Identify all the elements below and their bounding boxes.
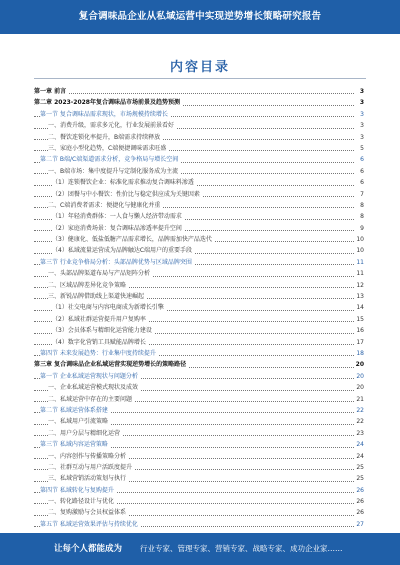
toc-entry-page: 12 [354, 280, 364, 291]
toc-entry-page: 22 [354, 416, 364, 427]
toc-entry[interactable] [34, 462, 364, 473]
toc-entry[interactable] [34, 359, 364, 370]
toc-entry[interactable] [34, 371, 364, 382]
toc-entry[interactable] [34, 496, 364, 507]
toc-entry-title: 三、家庭小型化趋势，C端便捷调味需求旺盛 [48, 144, 167, 152]
toc-entry[interactable] [34, 394, 364, 405]
toc-entry-page: 6 [358, 154, 364, 165]
toc-entry-page: 27 [354, 519, 364, 530]
toc-entry[interactable] [34, 405, 364, 416]
toc-entry-title: （2）家庭消费场景：复合调味品渗透率提升空间 [52, 224, 182, 232]
toc-entry[interactable] [34, 154, 364, 165]
toc-entry[interactable] [34, 97, 364, 108]
toc-entry[interactable] [34, 473, 364, 484]
footer-slogan-right: 行业专家、管理专家、营销专家、战略专家、成功企业家…… [140, 544, 343, 553]
toc-entry-page: 17 [354, 337, 364, 348]
toc-entry[interactable] [34, 245, 364, 256]
toc-entry-title: （3）健康化、低盐低糖产品需求增长，品牌需加快产品迭代 [52, 236, 212, 244]
toc-entry-title: 第一节 企业私域运营现状与问题分析 [40, 372, 138, 380]
toc-entry-page: 21 [354, 394, 364, 405]
toc-entry-title: 第二节 私域运营体系搭建 [40, 406, 108, 414]
toc-entry[interactable] [34, 143, 364, 154]
toc-entry-page: 13 [354, 291, 364, 302]
toc-entry-page: 11 [354, 268, 364, 279]
page-title: 内容目录 [169, 60, 230, 75]
toc-entry-title: 二、复购激励与会员权益体系 [48, 509, 127, 517]
toc-entry-page: 24 [354, 451, 364, 462]
toc-entry-title: 第四节 私域转化与复购提升 [40, 486, 114, 494]
toc-entry-title: 第五节 私域运营效果评估与持续优化 [40, 520, 138, 528]
toc-entry-page: 20 [354, 359, 364, 370]
toc-entry[interactable] [34, 485, 364, 496]
toc-entry-title: （3）会员体系与精细化运营能力建设 [52, 327, 152, 335]
toc-entry-page: 20 [354, 371, 364, 382]
toc-entry-title: 第四节 未来发展趋势：行业集中度持续提升 [40, 349, 156, 357]
toc-entry-title: 一、转化路径设计与优化 [48, 498, 115, 506]
toc-entry-page: 3 [358, 132, 364, 143]
toc-entry[interactable] [34, 223, 364, 234]
toc-entry-title: （4）数字化营销工具赋能品牌增长 [52, 338, 146, 346]
toc-entry[interactable] [34, 451, 364, 462]
toc-entry[interactable] [34, 291, 364, 302]
toc-entry-page: 9 [358, 223, 364, 234]
toc-entry-title: （1）社交电商与内容电商成为新增长引擎 [52, 304, 164, 312]
toc-entry[interactable] [34, 507, 364, 518]
toc-entry-page: 15 [354, 314, 364, 325]
toc-entry-page: 3 [358, 97, 364, 108]
toc-entry-page: 18 [354, 348, 364, 359]
toc-entry-title: 第二节 B端/C端渠道需求分析，竞争格局与增长空间 [40, 156, 179, 164]
toc-entry-page: 3 [358, 109, 364, 120]
toc-entry-title: 二、社群互动与用户活跃度提升 [48, 463, 133, 471]
toc-entry[interactable] [34, 234, 364, 245]
toc-entry[interactable] [34, 325, 364, 336]
table-of-contents [34, 86, 364, 530]
toc-entry-title: 第三节 行业竞争格局分析：头部品牌优势与区域品牌突围 [40, 258, 192, 266]
toc-entry-page: 7 [358, 189, 364, 200]
toc-entry[interactable] [34, 189, 364, 200]
toc-entry-page: 5 [358, 143, 364, 154]
toc-entry[interactable] [34, 257, 364, 268]
toc-entry-page: 8 [358, 200, 364, 211]
toc-entry-page: 26 [354, 496, 364, 507]
toc-entry-title: 第一章 前言 [34, 88, 67, 95]
toc-entry-title: 三、私域营销活动策划与执行 [48, 475, 127, 483]
toc-entry-page: 26 [354, 485, 364, 496]
toc-entry-page: 3 [358, 86, 364, 97]
toc-entry-title: 一、内容创作与传播策略分析 [48, 452, 127, 460]
toc-entry-title: 第一节 复合调味品需求现状，市场规模持续增长 [40, 110, 168, 118]
toc-entry-title: 第二章 2023-2028年复合调味品市场前景及趋势预测 [34, 99, 180, 107]
toc-entry[interactable] [34, 177, 364, 188]
toc-entry[interactable] [34, 109, 364, 120]
toc-entry[interactable] [34, 348, 364, 359]
toc-entry-title: 二、C端消费者需求：便捷化与健康化并重 [48, 201, 161, 209]
toc-entry-page: 20 [354, 382, 364, 393]
toc-entry[interactable] [34, 302, 364, 313]
toc-entry[interactable] [34, 416, 364, 427]
toc-entry-title: 一、私域用户引流策略 [48, 418, 109, 426]
toc-entry-page: 22 [354, 405, 364, 416]
toc-entry[interactable] [34, 280, 364, 291]
toc-entry-title: 第三节 私域内容运营策略 [40, 441, 108, 449]
toc-entry[interactable] [34, 519, 364, 530]
footer-slogan-left: 让每个人都能成为 [54, 544, 123, 554]
toc-entry-title: 三、新锐品牌借助线上渠道快速崛起 [48, 293, 145, 301]
toc-entry-page: 6 [358, 166, 364, 177]
toc-entry-title: （1）连锁餐饮企业：标准化需求推动复合调味料渗透 [52, 179, 194, 187]
toc-entry-title: 一、企业私域运营模式现状及成效 [48, 384, 139, 392]
toc-entry-page: 8 [358, 211, 364, 222]
toc-entry-title: 一、B端市场：集中度提升与定制化服务成为主流 [48, 167, 179, 175]
toc-entry-page: 26 [354, 507, 364, 518]
toc-entry[interactable] [34, 337, 364, 348]
title-divider [34, 78, 366, 79]
toc-entry-title: （2）团餐与中小餐饮：性价比与稳定供应成为关键因素 [52, 190, 200, 198]
toc-entry[interactable] [34, 211, 364, 222]
toc-entry-page: 24 [354, 439, 364, 450]
toc-entry-title: 二、区域品牌差异化竞争策略 [48, 281, 127, 289]
toc-entry-title: 二、用户分层与精细化运营 [48, 429, 121, 437]
toc-entry-page: 14 [354, 302, 364, 313]
toc-entry[interactable] [34, 200, 364, 211]
toc-entry-page: 23 [354, 428, 364, 439]
toc-entry-title: （2）私域社群运营提升用户复购率 [52, 315, 146, 323]
toc-entry[interactable] [34, 428, 364, 439]
toc-entry-title: 第三章 复合调味品企业私域运营实现逆势增长的策略路径 [34, 361, 187, 369]
report-header-bar [0, 0, 400, 34]
toc-entry-page: 10 [354, 234, 364, 245]
toc-entry-title: 二、餐饮连锁化率提升，B端需求持续释放 [48, 133, 161, 141]
toc-entry-title: 一、消费升级，需求多元化，行业发展前景看好 [48, 122, 175, 130]
toc-entry-page: 25 [354, 473, 364, 484]
toc-entry-title: 一、头部品牌渠道布局与产品矩阵分析 [48, 270, 151, 278]
toc-entry-page: 6 [358, 177, 364, 188]
toc-entry[interactable] [34, 439, 364, 450]
toc-entry[interactable] [34, 314, 364, 325]
toc-entry-title: （4）私域流量运营成为品牌触达C端用户的重要手段 [52, 247, 193, 255]
toc-entry-page: 3 [358, 120, 364, 131]
toc-entry[interactable] [34, 132, 364, 143]
toc-entry-page: 10 [354, 245, 364, 256]
toc-entry[interactable] [34, 120, 364, 131]
toc-entry-title: （1）年轻消费群体：一人食与懒人经济带动需求 [52, 213, 182, 221]
toc-leader-dots [34, 93, 354, 94]
toc-entry[interactable] [34, 382, 364, 393]
toc-entry[interactable] [34, 86, 364, 97]
toc-entry-page: 16 [354, 325, 364, 336]
report-header-title: 复合调味品企业从私域运营中实现逆势增长策略研究报告 [78, 11, 322, 22]
toc-entry[interactable] [34, 268, 364, 279]
toc-entry-page: 11 [354, 257, 364, 268]
toc-entry-title: 二、私域运营中存在的主要问题 [48, 395, 133, 403]
footer-bar [0, 533, 400, 565]
toc-entry-page: 25 [354, 462, 364, 473]
toc-entry[interactable] [34, 166, 364, 177]
